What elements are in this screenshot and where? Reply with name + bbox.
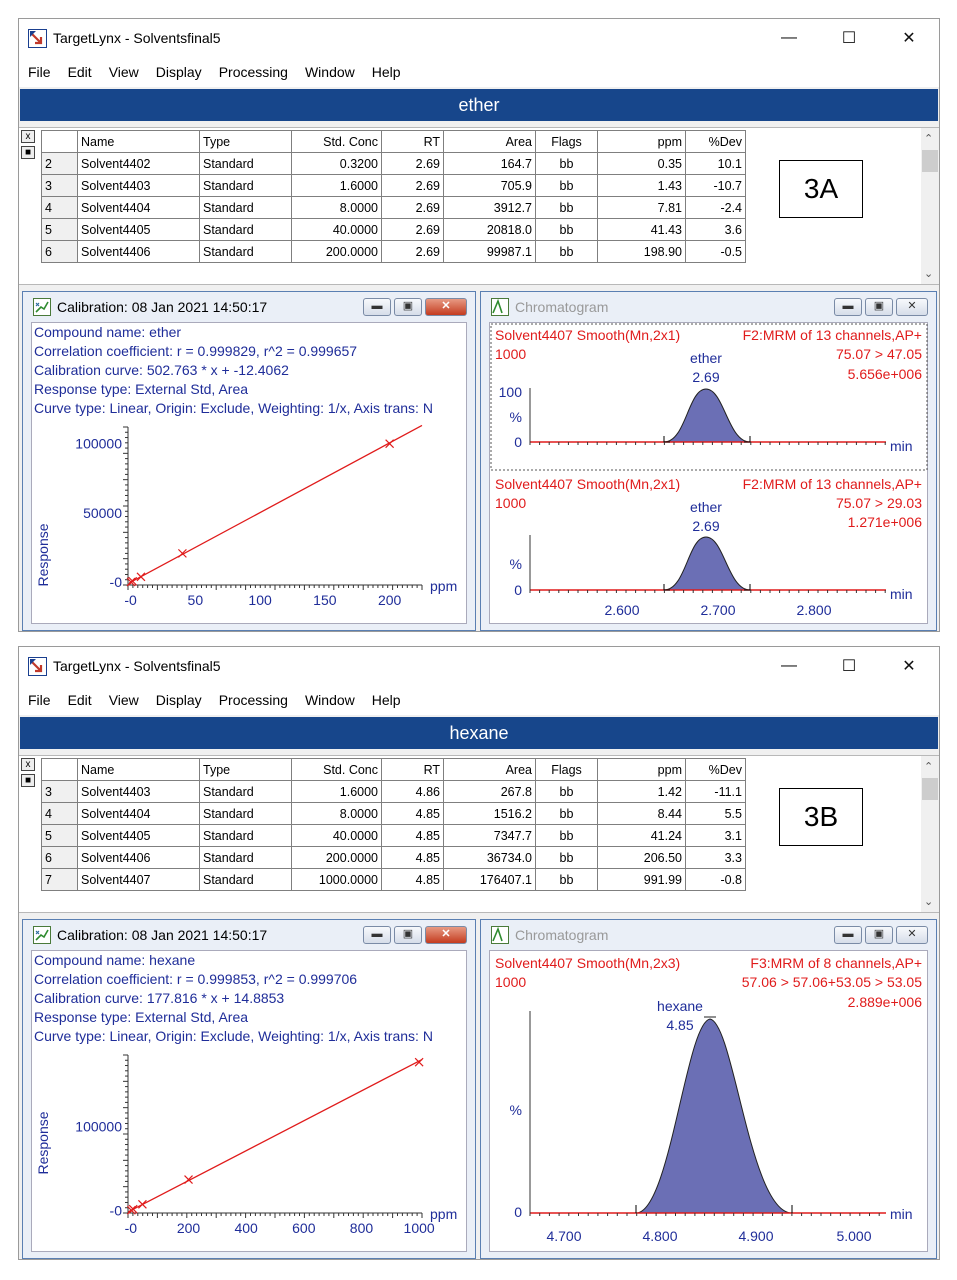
cell-flags: bb	[536, 175, 598, 197]
x-tick-label: 1000	[403, 1220, 435, 1236]
table-row[interactable]	[42, 847, 746, 869]
trace-sample: Solvent4407 Smooth(Mn,2x3)	[495, 955, 681, 971]
calibration-pane	[22, 291, 476, 631]
cell-dev: -2.4	[686, 197, 746, 219]
table-header-row	[42, 131, 746, 153]
y-axis-label: Response	[35, 523, 51, 587]
table-row[interactable]	[42, 869, 746, 891]
cell-std-conc: 40.0000	[292, 825, 382, 847]
menu-edit[interactable]: Edit	[67, 692, 92, 708]
calibration-fit-line	[128, 1060, 422, 1212]
cell-flags: bb	[536, 219, 598, 241]
y-tick-label: 100000	[75, 1118, 122, 1135]
cell-area: 705.9	[444, 175, 536, 197]
cell-name: Solvent4405	[78, 219, 200, 241]
column-header-dev[interactable]: %Dev	[686, 759, 746, 781]
curve-type-line: Curve type: Linear, Origin: Exclude, Weighting: 1/x, Axis trans: N	[34, 1028, 433, 1044]
calibration-marks	[75, 1055, 435, 1236]
peak-name: hexane	[657, 998, 703, 1014]
targetlynx-logo-icon	[28, 657, 47, 676]
cell-rt: 4.85	[382, 847, 444, 869]
y-tick-label: 50000	[83, 504, 122, 521]
cell-ppm: 0.35	[598, 153, 686, 175]
cell-flags: bb	[536, 825, 598, 847]
menu-help[interactable]: Help	[371, 64, 401, 80]
row-number: 3	[42, 175, 78, 197]
x-tick-label: 400	[234, 1220, 258, 1236]
cell-name: Solvent4403	[78, 781, 200, 803]
table-row[interactable]	[42, 781, 746, 803]
column-header-ppm[interactable]: ppm	[598, 131, 686, 153]
panel-tag: 3A	[779, 160, 863, 218]
trace-sample: Solvent4407 Smooth(Mn,2x1)	[495, 327, 681, 343]
menu-processing[interactable]: Processing	[218, 64, 288, 80]
chromatogram-pane	[480, 919, 937, 1259]
chromatogram-plot	[490, 323, 929, 625]
cell-std-conc: 200.0000	[292, 241, 382, 263]
cell-flags: bb	[536, 781, 598, 803]
curve-type-line: Curve type: Linear, Origin: Exclude, Weighting: 1/x, Axis trans: N	[34, 400, 433, 416]
y-tick-0: 0	[514, 582, 522, 598]
y-tick-percent: %	[509, 556, 522, 572]
targetlynx-window-a	[18, 18, 940, 632]
cell-dev: 3.3	[686, 847, 746, 869]
x-tick: 2.800	[796, 602, 832, 618]
row-number: 6	[42, 847, 78, 869]
row-number: 6	[42, 241, 78, 263]
cell-flags: bb	[536, 803, 598, 825]
x-tick-label: -0	[124, 592, 137, 608]
correlation-line: Correlation coefficient: r = 0.999829, r^2 = 0.999657	[34, 343, 358, 359]
cell-ppm: 7.81	[598, 197, 686, 219]
pane-restore-button[interactable]: ▣	[865, 926, 893, 944]
menu-help[interactable]: Help	[371, 692, 401, 708]
trace-function: F2:MRM of 13 channels,AP+	[742, 327, 922, 343]
peak-rt: 2.69	[692, 518, 720, 534]
cell-std-conc: 40.0000	[292, 219, 382, 241]
calibration-plot	[32, 323, 468, 625]
cell-dev: -10.7	[686, 175, 746, 197]
x-axis-unit: min	[890, 438, 913, 454]
x-axis-label: ppm	[430, 578, 458, 594]
cell-rt: 4.86	[382, 781, 444, 803]
menu-bar	[19, 57, 939, 87]
peak-rt: 2.69	[692, 369, 720, 385]
trace-intensity: 2.889e+006	[847, 994, 922, 1010]
cell-area: 176407.1	[444, 869, 536, 891]
cell-type: Standard	[200, 219, 292, 241]
y-tick-label: -0	[109, 574, 122, 591]
results-table-area	[19, 127, 939, 285]
cell-std-conc: 1.6000	[292, 781, 382, 803]
cell-flags: bb	[536, 847, 598, 869]
menu-edit[interactable]: Edit	[67, 64, 92, 80]
table-row[interactable]	[42, 803, 746, 825]
menu-window[interactable]: Window	[304, 692, 355, 708]
trace-intensity: 1.271e+006	[847, 514, 922, 530]
row-number: 4	[42, 197, 78, 219]
table-header-row	[42, 759, 746, 781]
pane-close-button[interactable]: ✕	[425, 298, 467, 316]
chromatogram-title: Chromatogram	[515, 927, 609, 943]
y-tick-label: -0	[109, 1202, 122, 1219]
pane-restore-button[interactable]: ▣	[394, 926, 422, 944]
x-tick-label: 50	[187, 592, 204, 608]
maximize-button[interactable]: ☐	[841, 30, 857, 47]
menu-bar	[19, 685, 939, 715]
cell-name: Solvent4402	[78, 153, 200, 175]
cell-ppm: 198.90	[598, 241, 686, 263]
cell-ppm: 1.42	[598, 781, 686, 803]
column-header-std-conc[interactable]: Std. Conc	[292, 759, 382, 781]
cell-flags: bb	[536, 153, 598, 175]
pane-close-button[interactable]: ✕	[896, 298, 928, 316]
x-tick: 4.700	[546, 1228, 582, 1244]
restore-icon[interactable]: ■	[21, 146, 35, 159]
cell-name: Solvent4404	[78, 197, 200, 219]
cell-type: Standard	[200, 847, 292, 869]
scroll-thumb[interactable]	[922, 778, 938, 800]
trace-function: F3:MRM of 8 channels,AP+	[750, 955, 922, 971]
correlation-line: Correlation coefficient: r = 0.999853, r^2 = 0.999706	[34, 971, 358, 987]
cell-name: Solvent4405	[78, 825, 200, 847]
calibration-title-bar	[23, 292, 475, 322]
table-row[interactable]	[42, 175, 746, 197]
cell-area: 164.7	[444, 153, 536, 175]
row-number: 7	[42, 869, 78, 891]
column-header-rt[interactable]: RT	[382, 759, 444, 781]
cell-ppm: 41.43	[598, 219, 686, 241]
cell-area: 7347.7	[444, 825, 536, 847]
curve-equation-line: Calibration curve: 502.763 * x + -12.4062	[34, 362, 289, 378]
y-tick-label: 100000	[75, 435, 122, 452]
cell-ppm: 8.44	[598, 803, 686, 825]
chromatogram-plot	[490, 951, 929, 1253]
calibration-body	[31, 950, 467, 1252]
calibration-point	[137, 573, 145, 581]
close-icon[interactable]: x	[21, 758, 35, 771]
chromatogram-title-bar	[481, 292, 936, 322]
pane-minimize-button[interactable]: ▬	[363, 926, 391, 944]
chromatogram-body	[489, 322, 928, 624]
cell-flags: bb	[536, 197, 598, 219]
calibration-marks	[75, 425, 422, 608]
peak-trace	[636, 1019, 792, 1213]
x-tick-label: 100	[248, 592, 272, 608]
trace-scale: 1000	[495, 495, 527, 511]
trace-sample: Solvent4407 Smooth(Mn,2x1)	[495, 476, 681, 492]
cell-ppm: 41.24	[598, 825, 686, 847]
pane-minimize-button[interactable]: ▬	[363, 298, 391, 316]
cell-area: 3912.7	[444, 197, 536, 219]
calibration-chart-icon	[33, 926, 51, 944]
cell-type: Standard	[200, 781, 292, 803]
calibration-title-bar	[23, 920, 475, 950]
window-title: TargetLynx - Solventsfinal5	[53, 30, 221, 46]
cell-std-conc: 1.6000	[292, 175, 382, 197]
column-header-dev[interactable]: %Dev	[686, 131, 746, 153]
cell-type: Standard	[200, 825, 292, 847]
close-icon[interactable]: x	[21, 130, 35, 143]
cell-rt: 2.69	[382, 153, 444, 175]
cell-rt: 2.69	[382, 219, 444, 241]
compound-name-line: Compound name: ether	[34, 324, 182, 340]
calibration-title: Calibration: 08 Jan 2021 14:50:17	[57, 299, 268, 315]
calibration-title: Calibration: 08 Jan 2021 14:50:17	[57, 927, 268, 943]
column-header-ppm[interactable]: ppm	[598, 759, 686, 781]
cell-type: Standard	[200, 153, 292, 175]
x-tick-label: 600	[292, 1220, 316, 1236]
close-button[interactable]: ✕	[902, 658, 916, 675]
targetlynx-window-b	[18, 646, 940, 1260]
cell-dev: -0.5	[686, 241, 746, 263]
calibration-point	[138, 1200, 146, 1208]
chromatogram-title-bar	[481, 920, 936, 950]
scroll-up-icon[interactable]: ⌃	[924, 133, 934, 145]
cell-area: 267.8	[444, 781, 536, 803]
column-header-name[interactable]: Name	[78, 131, 200, 153]
cell-area: 99987.1	[444, 241, 536, 263]
menu-view[interactable]: View	[108, 692, 139, 708]
x-tick-label: 200	[377, 592, 402, 608]
column-header-type[interactable]: Type	[200, 131, 292, 153]
trace-transition: 75.07 > 29.03	[835, 495, 922, 511]
cell-dev: 3.1	[686, 825, 746, 847]
cell-rt: 2.69	[382, 175, 444, 197]
pane-minimize-button[interactable]: ▬	[834, 298, 862, 316]
column-header-area[interactable]: Area	[444, 131, 536, 153]
targetlynx-logo-icon	[28, 29, 47, 48]
pane-close-button[interactable]: ✕	[425, 926, 467, 944]
pane-minimize-button[interactable]: ▬	[834, 926, 862, 944]
compound-banner: hexane	[20, 717, 938, 749]
curve-equation-line: Calibration curve: 177.816 * x + 14.8853	[34, 990, 285, 1006]
row-number: 4	[42, 803, 78, 825]
menu-window[interactable]: Window	[304, 64, 355, 80]
pane-restore-button[interactable]: ▣	[865, 298, 893, 316]
cell-rt: 4.85	[382, 869, 444, 891]
cell-std-conc: 8.0000	[292, 803, 382, 825]
column-header[interactable]	[42, 131, 78, 153]
pane-close-button[interactable]: ✕	[896, 926, 928, 944]
calibration-plot	[32, 951, 468, 1253]
cell-ppm: 1.43	[598, 175, 686, 197]
table-row[interactable]	[42, 241, 746, 263]
cell-std-conc: 200.0000	[292, 847, 382, 869]
column-header-flags[interactable]: Flags	[536, 131, 598, 153]
y-tick-percent: %	[509, 409, 522, 425]
row-number: 5	[42, 825, 78, 847]
trace-scale: 1000	[495, 974, 527, 990]
cell-type: Standard	[200, 803, 292, 825]
chromatogram-title: Chromatogram	[515, 299, 609, 315]
cell-dev: 10.1	[686, 153, 746, 175]
cell-ppm: 991.99	[598, 869, 686, 891]
table-scrollbar[interactable]	[921, 128, 939, 284]
title-bar	[19, 647, 939, 685]
column-header-std-conc[interactable]: Std. Conc	[292, 131, 382, 153]
table-row[interactable]	[42, 219, 746, 241]
peak-name: ether	[690, 499, 722, 515]
row-number: 5	[42, 219, 78, 241]
row-number: 3	[42, 781, 78, 803]
menu-file[interactable]: File	[28, 692, 51, 708]
trace-transition: 57.06 > 57.06+53.05 > 53.05	[741, 974, 922, 990]
x-axis-unit: min	[890, 586, 913, 602]
trace-scale: 1000	[495, 346, 527, 362]
cell-rt: 4.85	[382, 803, 444, 825]
restore-icon[interactable]: ■	[21, 774, 35, 787]
cell-type: Standard	[200, 241, 292, 263]
x-axis-unit: min	[890, 1206, 913, 1222]
results-table-area	[19, 755, 939, 913]
x-tick: 5.000	[836, 1228, 872, 1244]
scroll-thumb[interactable]	[922, 150, 938, 172]
cell-dev: -11.1	[686, 781, 746, 803]
menu-processing[interactable]: Processing	[218, 692, 288, 708]
panel-tag: 3B	[779, 788, 863, 846]
maximize-button[interactable]: ☐	[841, 658, 857, 675]
minimize-button[interactable]: —	[781, 29, 797, 46]
y-tick-0: 0	[514, 1204, 522, 1220]
chromatogram-pane	[480, 291, 937, 631]
menu-display[interactable]: Display	[155, 64, 202, 80]
cell-ppm: 206.50	[598, 847, 686, 869]
cell-name: Solvent4406	[78, 847, 200, 869]
column-header-area[interactable]: Area	[444, 759, 536, 781]
cell-rt: 2.69	[382, 241, 444, 263]
cell-type: Standard	[200, 869, 292, 891]
chromatogram-body	[489, 950, 928, 1252]
table-row[interactable]	[42, 825, 746, 847]
cell-name: Solvent4403	[78, 175, 200, 197]
compound-banner: ether	[20, 89, 938, 121]
chromatogram-icon	[491, 926, 509, 944]
cell-flags: bb	[536, 869, 598, 891]
close-button[interactable]: ✕	[902, 30, 916, 47]
trace-intensity: 5.656e+006	[847, 366, 922, 382]
compound-name-line: Compound name: hexane	[34, 952, 196, 968]
scroll-up-icon[interactable]: ⌃	[924, 761, 934, 773]
scroll-down-icon[interactable]: ⌄	[924, 896, 934, 908]
menu-view[interactable]: View	[108, 64, 139, 80]
x-tick: 4.900	[738, 1228, 774, 1244]
calibration-body	[31, 322, 467, 624]
column-header-name[interactable]: Name	[78, 759, 200, 781]
cell-dev: 3.6	[686, 219, 746, 241]
calibration-fit-line	[129, 425, 422, 582]
chromatogram-icon	[491, 298, 509, 316]
x-tick: 2.700	[700, 602, 736, 618]
window-title: TargetLynx - Solventsfinal5	[53, 658, 221, 674]
x-tick: 2.600	[604, 602, 640, 618]
column-header-flags[interactable]: Flags	[536, 759, 598, 781]
cell-flags: bb	[536, 241, 598, 263]
peak-rt: 4.85	[666, 1017, 694, 1033]
column-header-rt[interactable]: RT	[382, 131, 444, 153]
table-row[interactable]	[42, 197, 746, 219]
cell-area: 20818.0	[444, 219, 536, 241]
x-tick-label: 200	[176, 1220, 201, 1236]
peak-trace-2	[664, 537, 750, 590]
results-table	[41, 130, 746, 263]
column-header-type[interactable]: Type	[200, 759, 292, 781]
table-row[interactable]	[42, 153, 746, 175]
x-tick-label: 150	[313, 592, 337, 608]
menu-display[interactable]: Display	[155, 692, 202, 708]
table-scrollbar[interactable]	[921, 756, 939, 912]
cell-area: 1516.2	[444, 803, 536, 825]
cell-area: 36734.0	[444, 847, 536, 869]
y-axis-label: Response	[35, 1111, 51, 1175]
column-header[interactable]	[42, 759, 78, 781]
cell-name: Solvent4404	[78, 803, 200, 825]
cell-rt: 4.85	[382, 825, 444, 847]
cell-std-conc: 8.0000	[292, 197, 382, 219]
calibration-chart-icon	[33, 298, 51, 316]
y-tick-100: 100	[498, 384, 522, 400]
calibration-pane	[22, 919, 476, 1259]
x-axis-label: ppm	[430, 1206, 458, 1222]
response-type-line: Response type: External Std, Area	[34, 1009, 249, 1025]
minimize-button[interactable]: —	[781, 657, 797, 674]
trace-transition: 75.07 > 47.05	[835, 346, 922, 362]
cell-rt: 2.69	[382, 197, 444, 219]
cell-name: Solvent4406	[78, 241, 200, 263]
y-tick-0: 0	[514, 434, 522, 450]
cell-type: Standard	[200, 197, 292, 219]
cell-std-conc: 0.3200	[292, 153, 382, 175]
peak-trace-1	[664, 389, 750, 442]
cell-type: Standard	[200, 175, 292, 197]
cell-name: Solvent4407	[78, 869, 200, 891]
x-tick-label: 800	[349, 1220, 374, 1236]
cell-std-conc: 1000.0000	[292, 869, 382, 891]
x-tick: 4.800	[642, 1228, 678, 1244]
scroll-down-icon[interactable]: ⌄	[924, 268, 934, 280]
y-tick-percent: %	[509, 1102, 522, 1118]
trace-function: F2:MRM of 13 channels,AP+	[742, 476, 922, 492]
response-type-line: Response type: External Std, Area	[34, 381, 249, 397]
title-bar	[19, 19, 939, 57]
results-table	[41, 758, 746, 891]
calibration-point	[386, 440, 394, 448]
menu-file[interactable]: File	[28, 64, 51, 80]
peak-name: ether	[690, 350, 722, 366]
x-tick-label: -0	[124, 1220, 138, 1236]
cell-dev: 5.5	[686, 803, 746, 825]
cell-dev: -0.8	[686, 869, 746, 891]
pane-restore-button[interactable]: ▣	[394, 298, 422, 316]
row-number: 2	[42, 153, 78, 175]
